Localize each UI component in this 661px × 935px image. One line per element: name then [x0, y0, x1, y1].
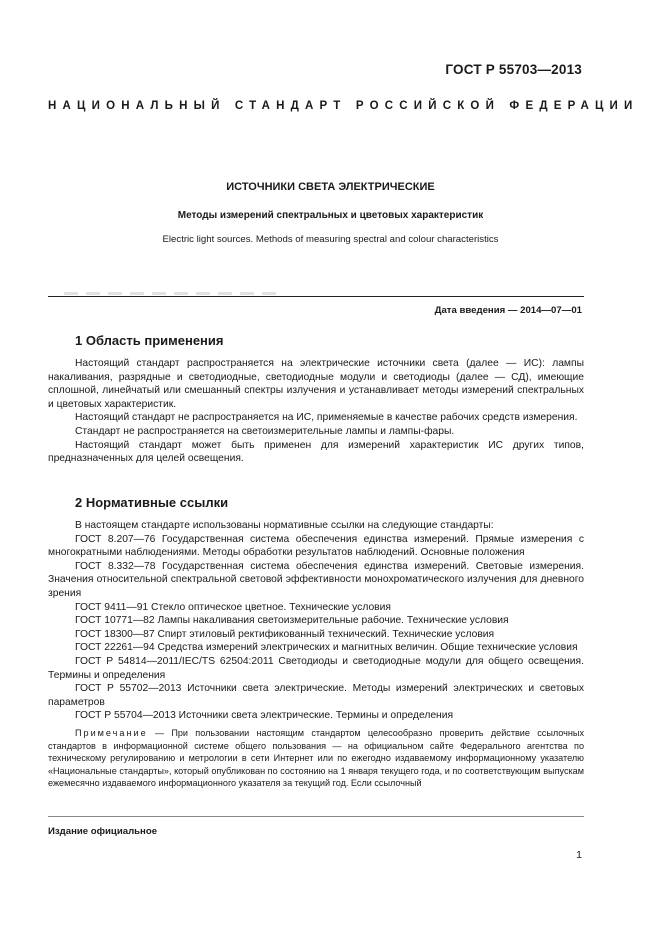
reference-item: ГОСТ 22261—94 Средства измерений электрических и магнитных величин. Общие технические условия	[75, 642, 578, 654]
paragraph: Настоящий стандарт распространяется на электрические источники света (далее — ИС): лампы накаливания, разрядные и светодиодные, светодиодные модули и светодиоды (далее — СД), имеющие сплошной, линейчатый или смешанный спектры излучения и устанавливает методы измерений спектральных и цветовых характеристик.	[48, 358, 584, 410]
faint-print-artifact	[64, 292, 284, 295]
reference-item: ГОСТ 9411—91 Стекло оптическое цветное. Технические условия	[75, 601, 391, 613]
page-number: 1	[576, 849, 582, 861]
note-text: — При пользовании настоящим стандартом целесообразно проверить действие ссылочных стандартов в информационной системе общего пользования — на официальном сайте Федерального агентства по техническому регулированию и метрологии в сети Интернет или по ежегодно издаваемому информационному указателю «Национальные стандарты», который опубликован по состоянию на 1 января текущего года, и по соответствующим выпускам ежемесячно издаваемого информационного указателя за текущий год. Если ссылочный	[48, 727, 584, 789]
footer-divider	[48, 816, 584, 817]
section-title: 2 Нормативные ссылки	[75, 495, 229, 510]
national-standard-heading: НАЦИОНАЛЬНЫЙ СТАНДАРТ РОССИЙСКОЙ ФЕДЕРАЦИИ	[48, 100, 639, 112]
note	[48, 727, 584, 790]
title-divider	[48, 296, 584, 297]
reference-item: ГОСТ 8.207—76 Государственная система обеспечения единства измерений. Прямые измерения с многократными наблюдениями. Методы обработки результатов наблюдений. Основные положения	[48, 533, 584, 559]
paragraph: В настоящем стандарте использованы нормативные ссылки на следующие стандарты:	[75, 520, 494, 531]
reference-item: ГОСТ Р 54814—2011/IEC/TS 62504:2011 Светодиоды и светодиодные модули для общего освещения. Термины и определения	[48, 655, 584, 681]
document-code: ГОСТ Р 55703—2013	[445, 62, 582, 77]
introduction-date: Дата введения — 2014—07—01	[434, 305, 582, 316]
official-edition-label: Издание официальное	[48, 826, 158, 837]
section-scope	[48, 333, 584, 466]
reference-item: ГОСТ 10771—82 Лампы накаливания светоизмерительные рабочие. Технические условия	[75, 615, 509, 627]
paragraph: Настоящий стандарт может быть применен для измерений характеристик ИС других типов, предназначенных для целей освещения.	[48, 439, 584, 465]
reference-item: ГОСТ Р 55702—2013 Источники света электрические. Методы измерений электрических и световых параметров	[48, 683, 584, 708]
paragraph: Стандарт не распространяется на светоизмерительные лампы и лампы-фары.	[75, 425, 455, 437]
section-normative-references	[48, 495, 584, 790]
section-title: 1 Область применения	[75, 333, 224, 348]
document-title-english: Electric light sources. Methods of measuring spectral and colour characteristics	[162, 234, 499, 245]
document-title: ИСТОЧНИКИ СВЕТА ЭЛЕКТРИЧЕСКИЕ	[226, 181, 435, 193]
reference-item: ГОСТ 8.332—78 Государственная система обеспечения единства измерений. Световые измерения. Значения относительной спектральной световой эффективности монохроматического излучения для дневного зрения	[48, 560, 584, 599]
document-subtitle: Методы измерений спектральных и цветовых характеристик	[177, 210, 484, 221]
note-label: Примечание	[75, 727, 148, 738]
reference-item: ГОСТ 18300—87 Спирт этиловый ректификованный технический. Технические условия	[75, 628, 495, 640]
paragraph: Настоящий стандарт не распространяется на ИС, применяемые в качестве рабочих средств измерения.	[75, 412, 578, 424]
reference-item: ГОСТ Р 55704—2013 Источники света электрические. Термины и определения	[75, 710, 454, 722]
